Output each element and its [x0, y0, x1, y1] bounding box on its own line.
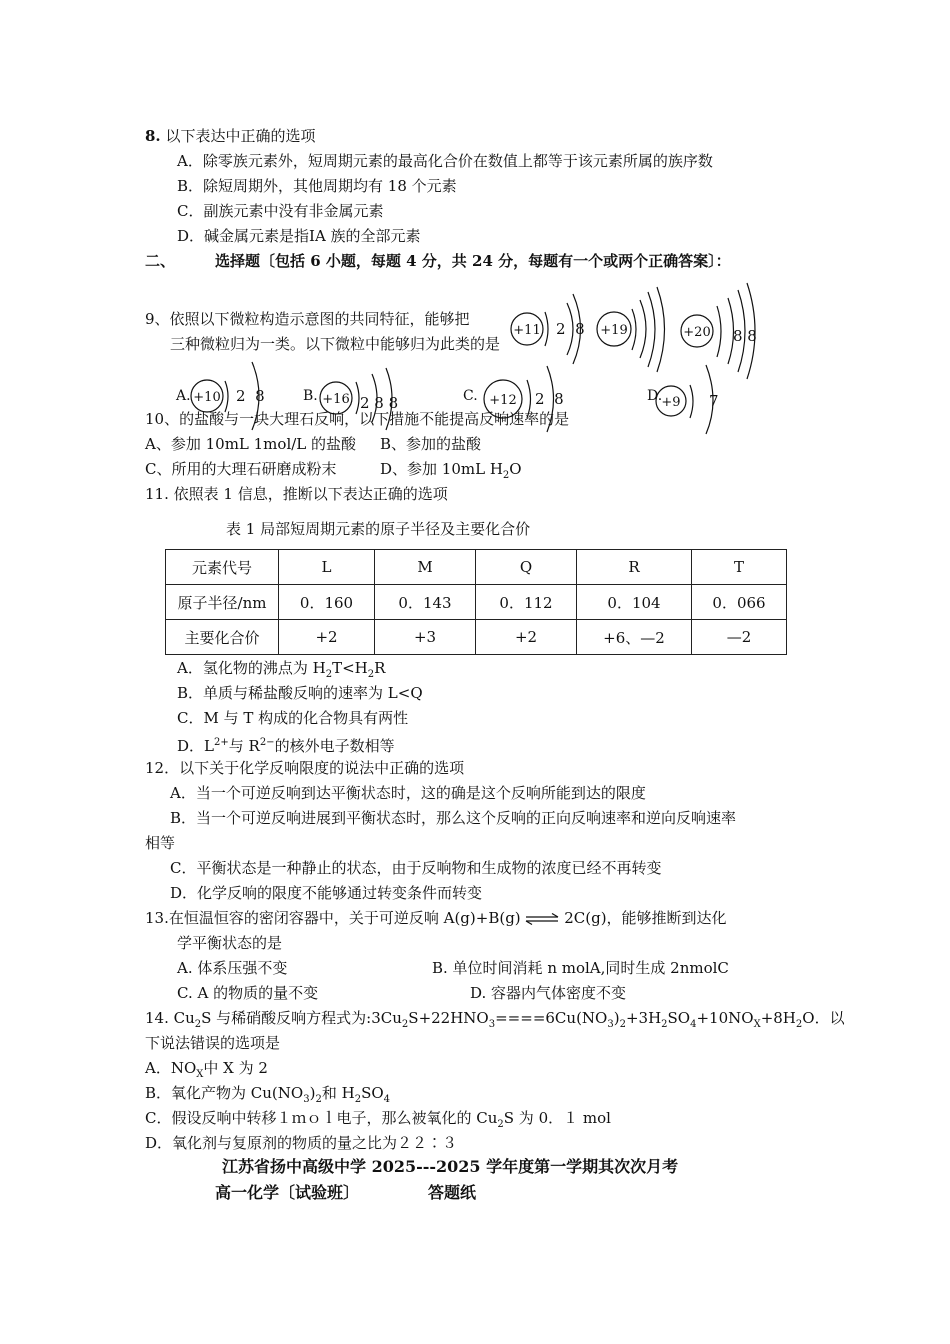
table-cell: —2 [692, 620, 787, 655]
q14-stem: 14. $Cu_2S$ 与稀硝酸反响方程式为$:3Cu_2S+22HNO_3====6Cu(NO_3)_2+3H_2SO_4+10NO_X+8H_2O$．以 [145, 1009, 845, 1030]
table-header-cell: L [279, 550, 375, 585]
q10-option-a: A、参加 10mL 1mol/L 的盐酸 [145, 435, 357, 453]
q11-option-d: D．$L^{2+}$与 $R^{2-}$的核外电子数相等 [177, 737, 395, 755]
atom-top-1-shells: 2 8 [556, 320, 585, 338]
table-header-cell: Q [476, 550, 577, 585]
table-cell: +6、—2 [577, 620, 692, 655]
q10-option-b: B、参加的盐酸 [380, 435, 482, 453]
q8-stem: 8. 以下表达中正确的选项 [145, 127, 316, 145]
q9-stem-line1: 9、依照以下微粒构造示意图的共同特征，能够把 [145, 310, 470, 328]
q12-option-b-cont: 相等 [145, 834, 176, 852]
table-row [166, 585, 787, 620]
q8-option-a: A．除零族元素外，短周期元素的最高化合价在数值上都等于该元素所属的族序数 [177, 152, 713, 170]
atom-top-3-nucleus: +20 [683, 325, 711, 340]
option-a-label: A. [176, 388, 191, 404]
atom-structure-diagrams [0, 0, 950, 440]
q10-stem: 10、的盐酸与一块大理石反响，以下措施不能提高反响速率的是 [145, 410, 570, 428]
q13-option-b: B. 单位时间消耗 n molA,同时生成 2nmolC [432, 959, 729, 977]
q13-option-c: C. A 的物质的量不变 [177, 984, 319, 1002]
q8-option-c: C．副族元素中没有非金属元素 [177, 202, 384, 220]
atom-top-3-shells: 8 8 [733, 327, 757, 345]
atom-diagram-top-1 [511, 294, 581, 364]
table-cell: 原子半径/nm [166, 585, 279, 620]
q13-stem: 13.在恒温恒容的密闭容器中，关于可逆反响 A(g)+B(g) 2C(g)，能够推断到达化 [145, 909, 727, 927]
q11-stem: 11. 依照表 1 信息，推断以下表达正确的选项 [145, 485, 448, 503]
table-header-row [166, 550, 787, 585]
option-c-nucleus: +12 [489, 393, 517, 408]
q10-option-c: C、所用的大理石研磨成粉末 [145, 460, 337, 478]
table-cell: 主要化合价 [166, 620, 279, 655]
table-cell: 0．112 [476, 585, 577, 620]
atom-diagram-top-2 [597, 287, 665, 372]
table-cell: 0．160 [279, 585, 375, 620]
option-b-label: B. [303, 388, 318, 404]
answer-sheet-label: 答题纸 [428, 1183, 477, 1202]
table-header-cell: R [577, 550, 692, 585]
exam-subtitle: 高一化学〔试验班〕 [215, 1183, 360, 1202]
q14-option-c: C．假设反响中转移１ｍｏｌ电子，那么被氧化的 $Cu_2S$ 为 0．１ mol [145, 1109, 611, 1130]
table-cell: 0．104 [577, 585, 692, 620]
q14-option-a: A．$NO_X$中 X 为 2 [145, 1059, 268, 1080]
table-header-cell: M [375, 550, 476, 585]
element-table [165, 549, 787, 655]
table-cell: 0．143 [375, 585, 476, 620]
table-cell: +2 [476, 620, 577, 655]
option-b-nucleus: +16 [322, 392, 350, 407]
table-cell: +3 [375, 620, 476, 655]
option-a-shells: 2 8 [236, 387, 265, 405]
q12-option-c: C．平衡状态是一种静止的状态，由于反响物和生成物的浓度已经不再转变 [170, 859, 662, 877]
q12-option-a: A．当一个可逆反响到达平衡状态时，这的确是这个反响所能到达的限度 [170, 784, 646, 802]
option-c-shells: 2 8 [535, 390, 564, 408]
option-d-shells: 7 [709, 392, 719, 410]
q10-option-d: D、参加 10mL $H_2O$ [380, 460, 522, 481]
section-heading: 二、 选择题〔包括 6 小题，每题 4 分，共 24 分，每题有一个或两个正确答案〕： [145, 252, 731, 270]
q14-option-d: D．氧化剂与复原剂的物质的量之比为２２∶３ [145, 1134, 458, 1152]
q12-option-b: B．当一个可逆反响进展到平衡状态时，那么这个反响的正向反响速率和逆向反响速率 [170, 809, 737, 827]
q11-option-a: A．氢化物的沸点为 $H_2T<H_2R$ [177, 659, 386, 680]
q12-option-d: D．化学反响的限度不能够通过转变条件而转变 [170, 884, 483, 902]
table-header-cell: 元素代号 [166, 550, 279, 585]
atom-top-1-nucleus: +11 [513, 323, 541, 338]
q13-option-d: D. 容器内气体密度不变 [470, 984, 627, 1002]
option-d-nucleus: +9 [661, 395, 681, 410]
equilibrium-arrow-icon [525, 913, 559, 925]
q11-option-b: B．单质与稀盐酸反响的速率为 L<Q [177, 684, 423, 702]
q13-option-a: A. 体系压强不变 [177, 959, 288, 977]
q11-option-c: C．M 与 T 构成的化合物具有两性 [177, 709, 409, 727]
option-d-label: D. [647, 388, 663, 404]
q12-stem: 12．以下关于化学反响限度的说法中正确的选项 [145, 759, 465, 777]
q14-option-b: B．氧化产物为 $Cu(NO_3)_2$和 $H_2SO_4$ [145, 1084, 391, 1105]
q9-stem-line2: 三种微粒归为一类。以下微粒中能够归为此类的是 [170, 335, 501, 353]
atom-diagram-top-3 [681, 283, 755, 379]
atom-top-2-nucleus: +19 [600, 323, 628, 338]
table-caption: 表 1 局部短周期元素的原子半径及主要化合价 [226, 520, 531, 538]
q14-stem-line2: 下说法错误的选项是 [145, 1034, 281, 1052]
option-c-label: C. [463, 388, 478, 404]
atom-diagram-option-d [656, 365, 713, 434]
exam-title: 江苏省扬中高级中学 2025---2025 学年度第一学期其次次月考 [222, 1157, 679, 1176]
option-b-shells: 2 8 8 [360, 394, 399, 412]
q13-stem-line2: 学平衡状态的是 [177, 934, 283, 952]
q8-option-b: B．除短周期外，其他周期均有 18 个元素 [177, 177, 457, 195]
table-cell: 0．066 [692, 585, 787, 620]
q8-option-d: D．碱金属元素是指ⅠA 族的全部元素 [177, 227, 421, 245]
table-cell: +2 [279, 620, 375, 655]
table-header-cell: T [692, 550, 787, 585]
table-row [166, 620, 787, 655]
option-a-nucleus: +10 [193, 390, 221, 405]
